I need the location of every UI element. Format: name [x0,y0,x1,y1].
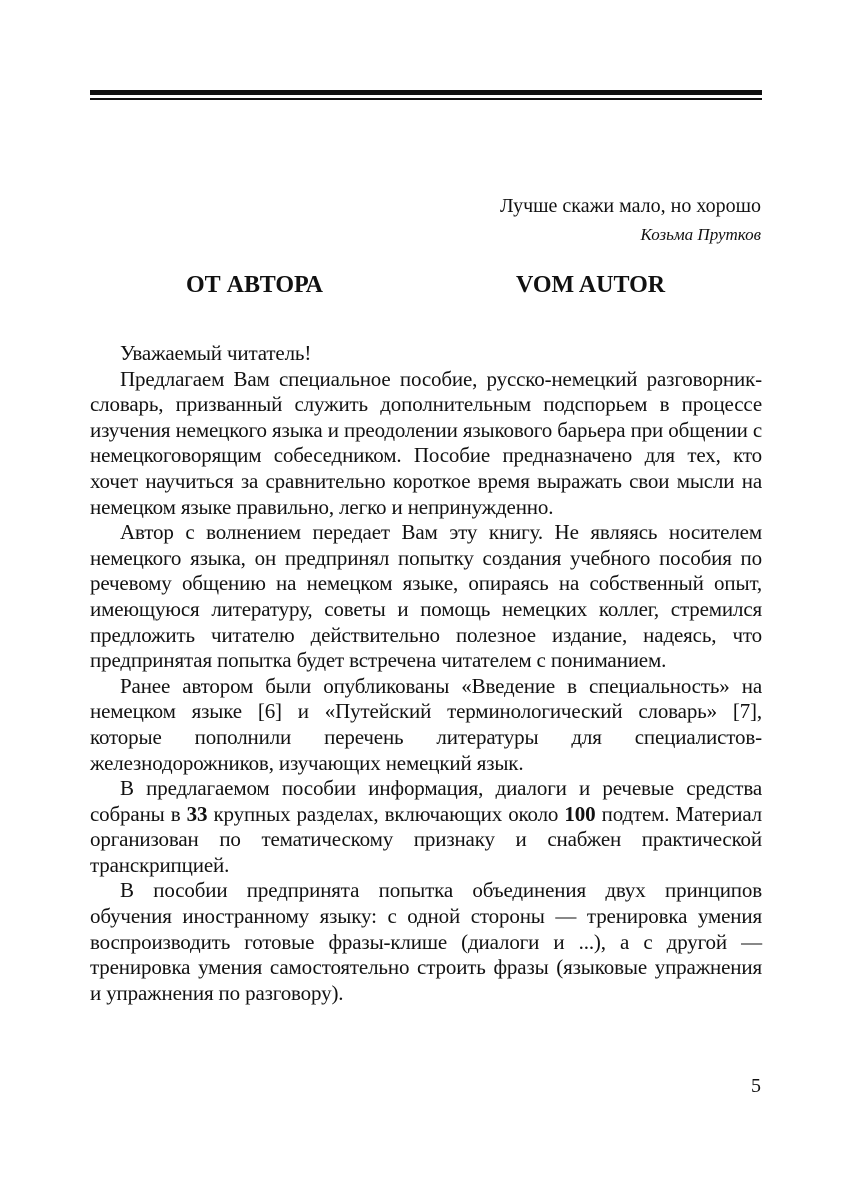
paragraph-3: Ранее автором были опубликованы «Введение в специальность» на немецком языке [6] и «Путейский терминологический словарь» [7], которые пополнили перечень литературы для специалистов-железнодорожников, изучающих немецкий язык. [90,673,762,775]
header-rule-thick [90,90,762,95]
body-text [90,341,762,1006]
epigraph-author: Козьма Прутков [640,225,761,244]
heading-german: VOM AUTOR [516,272,666,298]
paragraph-2: Автор с волнением передает Вам эту книгу. Не являясь носителем немецкого языка, он предпринял попытку создания учебного пособия по речевому общению на немецком языке, опираясь на собственный опыт, имеющуюся литературу, советы и помощь немецких коллег, стремился предложить читателю действительно полезное издание, надеясь, что предпринятая попытка будет встречена читателем с пониманием. [90,520,762,673]
heading-russian: ОТ АВТОРА [186,272,323,298]
greeting: Уважаемый читатель! [120,341,312,365]
section-headings [0,272,857,306]
paragraph-4-part-a: В предлагаемом пособии информация, диалоги и речевые средства собраны в [90,776,762,826]
epigraph-quote: Лучше скажи мало, но хорошо [500,195,761,217]
paragraph-5: В пособии предпринята попытка объединения двух принципов обучения иностранному языку: с одной стороны — тренировка умения воспроизводить готовые фразы-клише (диалоги и ...), а с другой — тренировка умения самостоятельно строить фразы (языковые упражнения и упражнения по разговору). [90,878,762,1005]
header-rule-thin [90,98,762,100]
paragraph-4-part-c: подтем. Материал организован по тематическому признаку и снабжен практической транскрипцией. [90,801,763,877]
paragraph-4-part-b: крупных разделах, включающих около [207,801,565,826]
paragraph-4 [90,776,762,878]
paragraph-1: Предлагаем Вам специальное пособие, русско-немецкий разговорник-словарь, призванный служить дополнительным подспорьем в процессе изучения немецкого языка и преодолении языкового барьера при общении с немецкоговорящим собеседником. Пособие предназначено для тех, кто хочет научиться за сравнительно короткое время выражать свои мысли на немецком языке правильно, легко и непринужденно. [90,366,762,519]
sections-count: 33 [186,801,208,826]
epigraph [500,192,761,248]
page-number: 5 [751,1075,761,1097]
subtopics-count: 100 [564,801,596,826]
